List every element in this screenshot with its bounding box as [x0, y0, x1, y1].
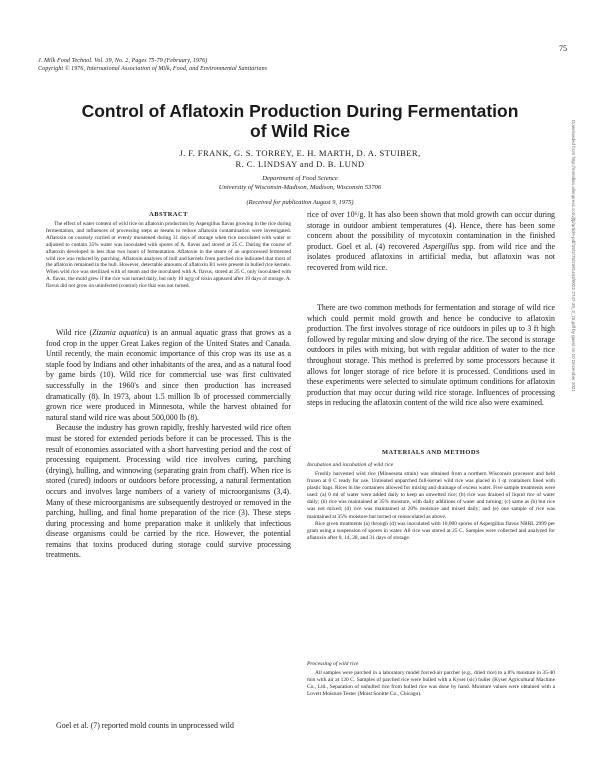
author-line: R. C. LINDSAY and D. B. LUND	[235, 159, 365, 169]
university: University of Wisconsin-Madison, Madison, Wisconsin 53706	[218, 184, 382, 191]
body-paragraph: There are two common methods for fermentation and storage of wild rice which could permit mold growth and hence be conducive to aflatoxin production. The first involves storage of rice outdoors in piles up to 3 ft high followed by regular mixing and slow drying of the rice. The second is storage outdoors in piles with mixing, but with regular addition of water to the rice throughout storage. This method is preferred by some processors because it allows for longer storage of rice before it is processed. Conditions used in these experiments were selected to simulate optimum conditions for aflatoxin production that may occur during wild rice storage. Influences of processing steps in reducing the aflatoxin content of the wild rice also were examined.	[307, 303, 555, 408]
body-text-b: spp. from wild rice and the isolates produced aflatoxins in artificial media, but aflatoxin was not recovered from wild rice.	[307, 241, 555, 272]
intro-text-a: Wild rice (	[56, 328, 93, 337]
copyright-line: Copyright © 1976, International Association of Milk, Food, and Environmental Sanitarians	[38, 66, 268, 72]
download-watermark	[568, 120, 578, 680]
received-date: (Received for publication August 9, 1975)	[246, 199, 354, 206]
methods-text	[307, 471, 555, 599]
author-list	[40, 148, 560, 170]
genus-name: Aspergillus	[423, 241, 459, 251]
introduction-body	[46, 328, 291, 626]
article-title	[40, 101, 560, 141]
body-paragraph	[307, 210, 555, 305]
department: Department of Food Science	[262, 175, 338, 182]
methods-heading: MATERIALS AND METHODS	[381, 449, 481, 456]
methods-paragraph: All samples were parched in a laboratory model forced-air parcher (e.g., dried rice) to a 8% moisture in 35-40 min with air at 120 C. Samples of parched rice were hulled with a Kyser (sic) huller (Kyser Agricultural Machine Co., Ltd., Separation of unhulled rice from hulled rice was done by hand. Moisture values were obtained with a Lovett Moisture Tester (Moist Sonitte Co., Chicago).	[307, 670, 555, 698]
subsection-heading: Incubation and incubation of wild rice	[307, 462, 394, 468]
article-title-line: of Wild Rice	[250, 121, 350, 141]
methods-paragraph: Rice given treatments (a) through (d) was inoculated with 10,000 spores of Aspergillus flavus NRRL 2999 per gram using a suspension of spores in water. All rice was stored at 25 C. Samples were collected and analyzed for aflatoxin after 0, 14, 28, and 31 days of storage.	[307, 520, 555, 541]
abstract-text: The effect of water content of wild rice on aflatoxin production by Aspergillus flavus growing in the rice during fermentation, and influences of processing steps as means to reduce aflatoxin contamination were investigated. Aflatoxin on coarsely curried or evenly moistened during 31 days of storage when rice inoculated with water or adjusted to contain 35% water was inoculated with spores of A. flavus and stored at 25 C. During the course of aflatoxin developed in less than two hours of fermentation. Aflatoxin in the steam of an unprocessed fermented wild rice was reduced by parching. Aflatoxin analyses of hull and kernels from parched rice indicated that most of the aflatoxin remained in the hull. However, detectable amounts of aflatoxin B1 were present in hulled rice kernels. When wild rice was sterilized with of steam and the inoculated with A. flavus, stored at 25 C, only inoculated with A. flavus, the mold grew if the rice was turned daily, but only 10 ng/g of toxin appeared after 19 days of storage. A. flavus did not grow on uninfected (control) rice that was not turned.	[46, 221, 291, 290]
download-watermark-text: Downloaded from http://meridian.allenpress.com/jfp/article-pdf/39/2/75/2381443/0022-2747-39_2_75.pdf by guest on 10 December 2021	[571, 120, 576, 392]
journal-citation-line: J. Milk Food Technol. Vol. 39, No. 2, Pages 75-79 (February, 1976)	[38, 58, 208, 64]
page-number: 75	[559, 44, 567, 53]
intro-paragraph	[46, 328, 291, 423]
article-title-line: Control of Aflatoxin Production During Fermentation	[81, 101, 519, 121]
intro-paragraph: Because the industry has grown rapidly, freshly harvested wild rice often must be stored for extended periods before it can be processed. This is the result of economies associated with a short harvesting period and the cost of processing equipment. Processing wild rice involves curing, parching (drying), hulling, and winnowing (separating grain from chaff). When rice is stored (cured) indoors or outdoors before processing, a natural fermentation occurs and involves large numbers of a variety of microorganisms (3,4). Many of these microorganisms are subsequently destroyed or removed in the parching, hulling, and final home preparation of the rice (3). These steps during processing and home preparation make it unlikely that infectious disease organisms could be carried by the rice. However, the potential remains that toxins produced during storage could survive processing treatments.	[46, 423, 291, 560]
methods-paragraph: Freshly harvested wild rice (Minnesota strain) was obtained from a northern Wisconsin processor and held frozen at 0 C ready for use. Untreated unparched full-kernel wild rice was placed in 1 qt containers lined with plastic bags. Rices in the containers allowed for mixing and drainage of excess water. Five sample treatments were used: (a) 0 ml of water were added daily to keep an unwetted rice; (b) rice was drained of liquid rice of water daily; (b) rice was maintained at 35% moisture, with daily additions of water and turning; (c) same as (b) but rice was not mixed; (d) rice was maintained at 20% moisture and mixed daily; and (e) one sample of rice was maintained at 35% moisture but turned or reinoculated as above.	[307, 471, 555, 520]
abstract-heading: ABSTRACT	[149, 211, 188, 218]
affiliation	[40, 174, 560, 192]
intro-text-b: ) is an annual aquatic grass that grows as a food crop in the upper Great Lakes region of the United States and Canada. Until recently, the main economic importance of this crop was its use as a staple food by Indians and other inhabitants of the area, and as a natural food by game birds (10). Wild rice for commercial use was first cultivated successfully in the 1960's and since then production has increased dramatically (8). In 1973, about 1.5 million lb of processed commercially grown rice were produced in Minnesota, while the harvest obtained for natural stand wild rice was about 500,000 lb (8).	[46, 328, 291, 422]
body-text-a: rice of over 10⁶/g. It has also been shown that mold growth can occur during storage in outdoor ambient temperatures (4). Hence, there has been some concern about the possibility of mycotoxin contamination in the finished product. Goel et al. (4) recovered	[307, 210, 555, 251]
journal-citation	[38, 57, 438, 73]
subsection-heading: Processing of wild rice	[307, 661, 359, 667]
intro-paragraph-continued: Goel et al. (7) reported mold counts in unprocessed wild	[56, 721, 234, 730]
species-name: Zizania aquatica	[92, 328, 147, 337]
author-line: J. F. FRANK, G. S. TORREY, E. H. MARTH, D. A. STUIBER,	[179, 148, 421, 158]
